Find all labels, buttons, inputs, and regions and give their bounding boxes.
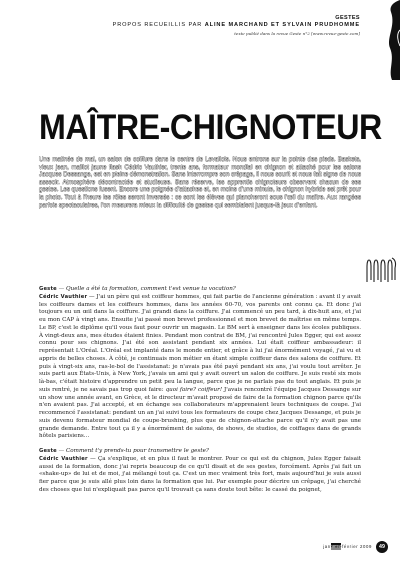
credits-names: ALINE MARCHAND ET SYLVAIN PRUDHOMME [204, 22, 360, 28]
speaker-label: Geste [39, 448, 57, 454]
credits-line [113, 22, 360, 28]
speaker-label: Cédric Vauthier [39, 455, 88, 462]
article-body [39, 286, 361, 495]
question-paragraph [39, 448, 361, 456]
answer-quote: quoi faire? coiffeur! [165, 386, 223, 393]
answer-text: — J'ai un père qui est coiffeur hommes, qui fait partie de l'ancienne génération : avant il y avait les coiffeurs dames et les coiffeurs hommes, dans les années 60-70, vos parents ont connu ça. Et donc j'ai toujours eu un œil dans la coiffure. J'ai grandi dans la coiffure. J'ai commencé un peu tard, à dix-huit ans, et j'ai eu mon CAP à vingt ans. Ensuite j'ai passé mon brevet professionnel et mon brevet de maîtrise en même temps. Le BP, c'est le diplôme qu'il vous faut pour ouvrir un magasin. Le BM sert à enseigner dans les écoles publiques. À vingt-deux ans, mes études étaient finies. Pendant mon contrat de BM, j'ai rencontré Jules Egger, qui est assez connu pour ses chignons. J'ai été son assistant pendant six années. Lui était coiffeur ambassadeur: il représentait L'Oréal. L'Oréal est implanté dans le monde entier, et grâce à lui j'ai énormément voyagé, j'ai vu et appris de belles choses. À côté, je continuais mon métier en étant simple coiffeur dans des salons de coiffure. Et puis à vingt-six ans, ras-le-bol de l'assistanat: je n'avais pas été payé pendant six ans, j'ai voulu tout arrêter. Je suis parti aux États-Unis, à New York, j'avais un ami qui y avait ouvert un salon de coiffure. Je suis resté six mois là-bas, c'était histoire d'apprendre un petit peu la langue, parce que je ne parlais pas du tout anglais. Et puis je suis rentré, je ne savais pas trop quoi faire: [39, 293, 361, 393]
question-text: — Comment t'y prends-tu pour transmettre le geste? [56, 448, 209, 454]
page-number: 49 [376, 541, 388, 553]
speaker-label: Geste [39, 286, 57, 292]
speaker-label: Cédric Vauthier [39, 293, 88, 300]
comb-illustration-top [386, 0, 400, 80]
question-paragraph [39, 286, 361, 294]
hairpin-illustration [364, 218, 399, 308]
credits-prefix: PROPOS RECUEILLIS PAR [112, 22, 203, 28]
answer-paragraph [39, 294, 361, 441]
intro-paragraph: Une matinée de mai, un salon de coiffure dans le centre de Levallois. Nous entrons sur la pointe des pieds. Baskets, vieux jean, maillot jaune flash Cédric Vauthier, trente ans, formateur mondial en chignon et attaché pour les salons Jacques Dessange, est en pleine démonstration. Sans interrompre son crêpage, il nous sourit et nous fait signe de nous asseoir. Atmosphère décontractée et studieuse. Sans réserve, les apprentis chignoteurs observent chacun de ses gestes. Les questions fusent. Encore une poignée d'attaches et, en moins d'une minute, le chignon hybride est prêt pour la photo. Tout à l'heure les rôles seront inversés : ce sont les élèves qui plancheront sous l'œil du maître. Aux rangées parfois spectaculaires, l'on mesurera mieux la difficulté de gestes qui semblaient jusque-là jeux d'enfant. [39, 157, 361, 209]
issue-period: janvier-février 2009 [323, 544, 372, 549]
article-title: MAÎTRE-CHIGNOTEUR [39, 108, 382, 147]
section-label: GESTES [335, 15, 360, 21]
answer-paragraph [39, 456, 361, 495]
question-text: — Quelle a été ta formation, comment t'est venue ta vocation? [56, 286, 236, 292]
answer-text-continued: J'avais rencontré l'équipe Jacques Dessange sur un show une année avant, en Grèce, et le directeur m'avait proposé de faire de la formation chignon parce qu'ils n'en avaient pas. J'ai accepté, et en échange ses collaborateurs m'apprenaient leurs techniques de coupe. J'ai recommencé l'assistanat: pendant un an j'ai suivi tous les formateurs de coupe chez Jacques Dessange, et puis je suis devenu formateur mondial de coupe-brushing, plus que de chignon-attache parce qu'il n'y avait pas une grande demande. Entre tout ça il y a énormément de salons, de shows, de studios, de coiffages dans de grands hôtels parisiens… [39, 386, 361, 440]
source-note: texte publié dans la revue Geste n°2 [www.revue-geste.com] [234, 31, 360, 36]
answer-text: — Ça s'explique, et en plus il faut le montrer. Pour ce qui est du chignon, Jules Egger faisait aussi de la formation, donc j'ai repris beaucoup de ce qu'il disait et de ses gestes, forcément. Après j'ai fait un «shake-up» de lui et de moi, j'ai mélangé tout ça. C'est un mec vraiment très fort, mais aujourd'hui je suis aussi fier parce que je suis allé plus loin dans la formation que lui. Par exemple pour décrire un crêpage, j'ai cherché des choses que lui n'expliquait pas parce qu'il trouvait ça sans doute tout bête: le cassé du poignet, [39, 455, 361, 493]
